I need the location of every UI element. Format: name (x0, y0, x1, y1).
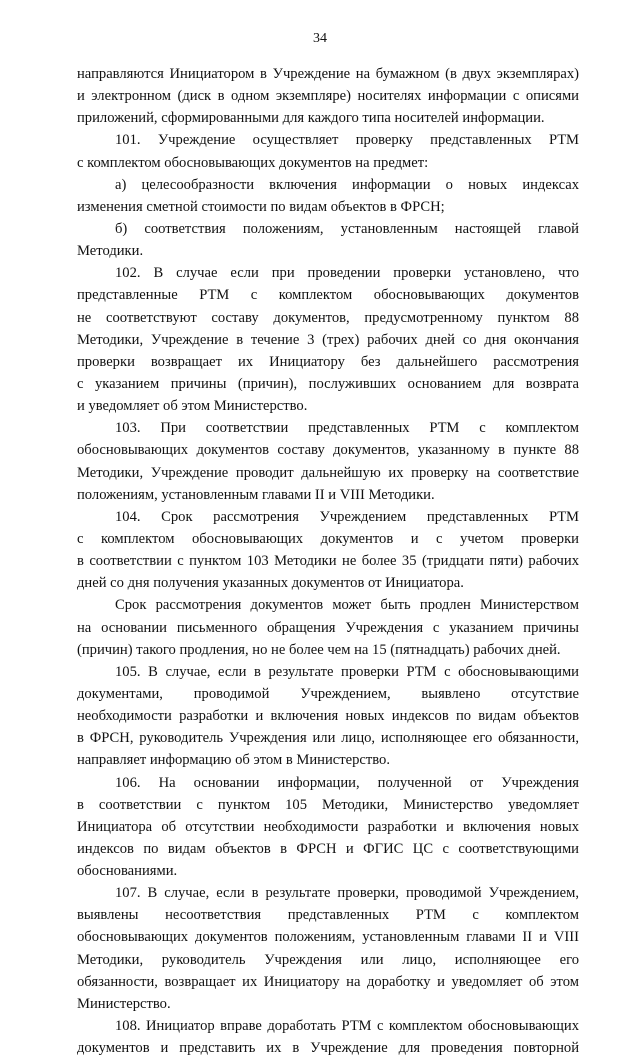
text-line: направляются Инициатором в Учреждение на бумажном (в двух экземплярах) (77, 66, 579, 82)
text-line: с комплектом обосновывающих документов на предмет: (77, 154, 429, 171)
text-line: обосновывающих документов положениям, установленным главами II и VIII (77, 929, 579, 946)
text-line: Инициатора об отсутствии необходимости разработки и включения новых (77, 818, 579, 835)
page-number: 34 (313, 31, 327, 46)
text-line: на основании письменного обращения Учреждения с указанием причины (77, 619, 579, 636)
text-line: обоснованиями. (77, 863, 178, 880)
document-body (77, 63, 579, 1059)
text-line: документов и представить их в Учреждение для проведения повторной (77, 1040, 579, 1057)
text-line: 105. В случае, если в результате проверки РТМ с обосновывающими (115, 663, 579, 680)
text-line: в соответствии с пунктом 103 Методики не более 35 (тридцати пяти) рабочих (77, 553, 579, 570)
text-line: 106. На основании информации, полученной от Учреждения (115, 774, 579, 791)
text-line: 104. Срок рассмотрения Учреждением представленных РТМ (115, 508, 579, 525)
text-line: Министерство. (77, 995, 171, 1012)
text-line: обязанности, возвращает их Инициатору на доработку и уведомляет об этом (77, 973, 579, 990)
text-line: Срок рассмотрения документов может быть продлен Министерством (115, 597, 579, 614)
text-line: Методики, Учреждение проводит дальнейшую их проверку на соответствие (77, 464, 579, 481)
text-line: проверки возвращает их Инициатору без дальнейшего рассмотрения (77, 353, 579, 370)
text-line: 108. Инициатор вправе доработать РТМ с комплектом обосновывающих (115, 1018, 579, 1035)
text-line: а) целесообразности включения информации о новых индексах (115, 176, 579, 193)
text-line: 103. При соответствии представленных РТМ с комплектом (115, 420, 579, 437)
text-line: в соответствии с пунктом 105 Методики, Министерство уведомляет (77, 796, 579, 813)
text-line: не соответствуют составу документов, предусмотренному пунктом 88 (77, 309, 579, 326)
text-line: 107. В случае, если в результате проверки, проводимой Учреждением, (115, 885, 579, 902)
text-line: необходимости разработки и включения новых индексов по видам объектов (77, 708, 579, 725)
text-line: приложений, сформированными для каждого типа носителей информации. (77, 110, 545, 127)
text-line: 102. В случае если при проведении проверки установлено, что (115, 265, 579, 282)
text-line: индексов по видам объектов в ФРСН и ФГИС ЦС с соответствующими (77, 840, 579, 857)
text-line: Методики, руководитель Учреждения или лицо, исполняющее его (77, 951, 579, 968)
text-line: в ФРСН, руководитель Учреждения или лицо, исполняющее его обязанности, (77, 730, 579, 747)
text-line: Методики, Учреждение в течение 3 (трех) рабочих дней со дня окончания (77, 331, 579, 348)
text-line: (причин) такого продления, но не более чем на 15 (пятнадцать) рабочих дней. (77, 641, 561, 658)
text-line: положениям, установленным главами II и VIII Методики. (77, 486, 435, 503)
text-line: б) соответствия положениям, установленным настоящей главой (115, 220, 579, 237)
text-line: выявлены несоответствия представленных РТМ с комплектом (77, 907, 579, 924)
text-line: представленные РТМ с комплектом обосновывающих документов (77, 287, 579, 304)
text-line: направляет информацию об этом в Министерство. (77, 752, 390, 769)
text-line: изменения сметной стоимости по видам объектов в ФРСН; (77, 198, 445, 215)
text-line: и электронном (диск в одном экземпляре) носителях информации с описями (77, 88, 579, 105)
text-line: 101. Учреждение осуществляет проверку представленных РТМ (115, 132, 579, 149)
text-line: и уведомляет об этом Министерство. (77, 398, 308, 415)
text-line: документами, проводимой Учреждением, выявлено отсутствие (77, 685, 579, 702)
text-line: с указанием причины (причин), послуживших основанием для возврата (77, 375, 579, 392)
text-line: с комплектом обосновывающих документов и с учетом проверки (77, 530, 579, 547)
text-line: Методики. (77, 243, 144, 260)
text-line: обосновывающих документов составу документов, указанному в пункте 88 (77, 442, 579, 459)
text-line: дней со дня получения указанных документов от Инициатора. (77, 575, 464, 592)
